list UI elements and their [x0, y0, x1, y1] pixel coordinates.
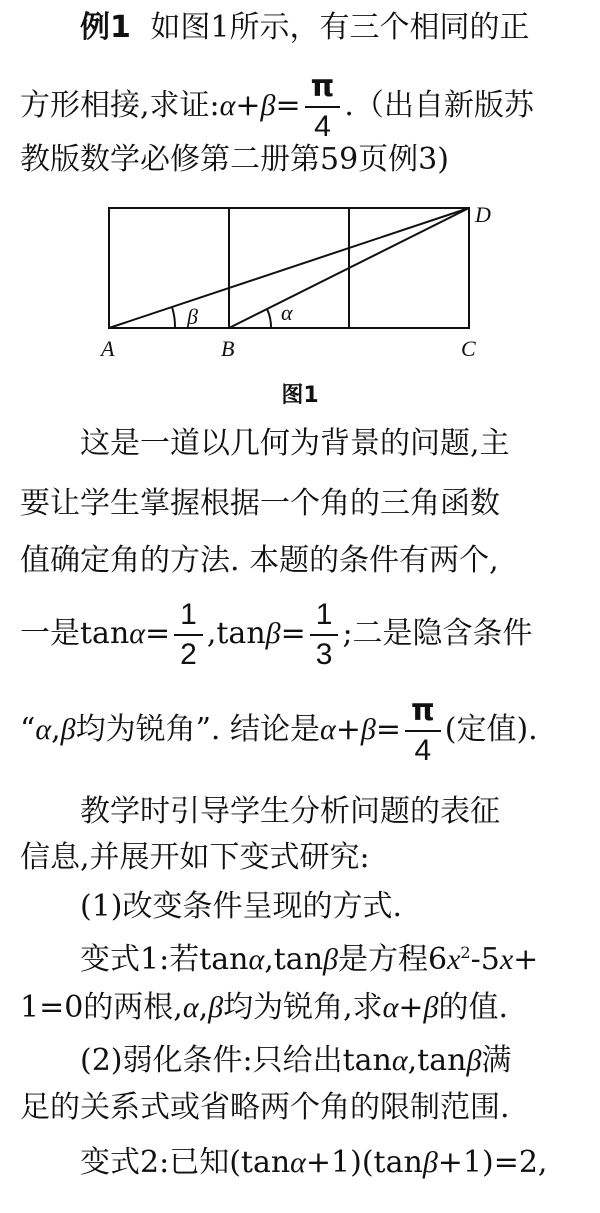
- v2-text-c: +1)=2,: [437, 1145, 548, 1180]
- alpha-symbol: α: [382, 991, 399, 1024]
- exponent-2: 2: [460, 943, 471, 962]
- pi-numerator: π: [305, 70, 341, 108]
- fraction-numerator: 1: [174, 598, 203, 636]
- figure-1: [95, 200, 495, 374]
- squares-diagram: [95, 200, 495, 370]
- alpha-symbol: α: [35, 713, 52, 746]
- beta-angle-label: β: [187, 304, 198, 329]
- alpha-symbol: α: [391, 1044, 408, 1077]
- v1-text-d: +: [513, 942, 539, 977]
- v2-text-a: 变式2:已知(tan: [80, 1145, 291, 1180]
- beta-symbol: β: [323, 943, 338, 976]
- example-text-3: 教版数学必修第二册第59页例3): [20, 142, 449, 177]
- p1-text-1: 这是一道以几何为背景的问题,主: [80, 426, 510, 461]
- v1-text-b: 是方程6: [337, 942, 448, 977]
- variable-x: x: [499, 943, 514, 976]
- example-text-2a: 方形相接,求证:: [20, 88, 220, 123]
- v1-text-c: -5: [470, 942, 500, 977]
- beta-symbol: β: [422, 1146, 438, 1179]
- pi-numerator: π: [405, 694, 441, 732]
- p1-text-3: 值确定角的方法. 本题的条件有两个,: [20, 543, 499, 578]
- beta-symbol: β: [260, 89, 276, 122]
- beta-symbol: β: [466, 1044, 482, 1077]
- beta-symbol: β: [60, 713, 76, 746]
- plus-symbol: +: [235, 88, 261, 123]
- equals-symbol: =: [275, 88, 301, 123]
- alpha-arc: [267, 309, 271, 328]
- p1-line-1: [80, 424, 585, 464]
- comma: ,: [198, 990, 209, 1025]
- p2-text-1: 教学时引导学生分析问题的表征: [80, 794, 500, 829]
- equals-symbol: =: [280, 616, 306, 651]
- p2-text-2: 信息,并展开如下变式研究:: [20, 840, 370, 875]
- tan-text: 一是tan: [20, 616, 130, 651]
- p4-line-1: [80, 1041, 585, 1081]
- v1-text-2c: 的值.: [438, 990, 509, 1025]
- v1-text-a: 变式1:若tan: [80, 942, 249, 977]
- variation-2-line-1: [80, 1143, 585, 1183]
- point-B-label: B: [221, 336, 235, 361]
- point-D-label: D: [475, 202, 491, 227]
- beta-arc: [172, 307, 175, 328]
- beta-symbol: β: [360, 713, 376, 746]
- equals-symbol: =: [145, 616, 171, 651]
- p2-line-2: [20, 838, 585, 878]
- equals-symbol: =: [375, 712, 401, 747]
- p4-text-a: (2)弱化条件:只给出tan: [80, 1043, 392, 1078]
- example-line-1: [80, 8, 585, 48]
- variation-1-line-2: [20, 988, 585, 1028]
- p3-text: (1)改变条件呈现的方式.: [80, 889, 403, 924]
- p1-line-3: [20, 541, 585, 581]
- tan-text: ,tan: [407, 1043, 467, 1078]
- example-text-2b: .（出自新版苏: [344, 88, 534, 123]
- p1-line-5: [20, 694, 585, 768]
- p4-text-2: 足的关系式或省略两个角的限制范围.: [20, 1090, 510, 1125]
- variable-x: x: [447, 943, 461, 976]
- point-C-label: C: [461, 336, 476, 361]
- p1-text-5d: (定值).: [444, 712, 538, 747]
- example-line-2: [20, 70, 585, 144]
- point-A-label: A: [101, 336, 115, 361]
- fraction-denominator: 3: [315, 638, 333, 671]
- one-half-fraction: [174, 598, 203, 672]
- plus-symbol: +: [335, 712, 361, 747]
- tan-text: ,tan: [264, 942, 324, 977]
- alpha-angle-label: α: [281, 300, 293, 325]
- four-denominator: 4: [314, 110, 331, 143]
- alpha-symbol: α: [182, 991, 199, 1024]
- v1-text-2a: 1=0的两根,: [20, 990, 183, 1025]
- open-quote: “: [20, 712, 36, 747]
- p4-text-b: 满: [481, 1043, 512, 1078]
- p2-line-1: [80, 792, 585, 832]
- pi-over-4-fraction: [405, 694, 441, 768]
- fraction-numerator: 1: [310, 598, 339, 636]
- tan-text: ,tan: [206, 616, 266, 651]
- plus-symbol: +: [398, 990, 424, 1025]
- beta-symbol: β: [208, 991, 224, 1024]
- example-text-1: 如图1所示，有三个相同的正: [150, 10, 530, 45]
- example-label: 例1: [80, 10, 131, 45]
- p1-text-2: 要让学生掌握根据一个角的三角函数: [20, 486, 500, 521]
- alpha-symbol: α: [129, 617, 146, 650]
- alpha-symbol: α: [248, 943, 265, 976]
- alpha-symbol: α: [290, 1146, 306, 1179]
- variation-1-line-1: [80, 940, 585, 980]
- p1-line-2: [20, 484, 585, 524]
- p3-line-1: [80, 887, 585, 927]
- v1-text-2b: 均为锐角,求: [223, 990, 383, 1025]
- v2-text-b: +1)(tan: [305, 1145, 423, 1180]
- figure-caption: 图1: [281, 383, 319, 408]
- p1-text-4b: ;二是隐含条件: [342, 616, 533, 651]
- p1-line-4: [20, 598, 585, 672]
- pi-over-4-fraction: [305, 70, 341, 144]
- alpha-symbol: α: [320, 713, 336, 746]
- four-denominator: 4: [414, 734, 432, 767]
- p4-line-2: [20, 1088, 585, 1128]
- alpha-symbol: α: [219, 89, 236, 122]
- one-third-fraction: [310, 598, 339, 672]
- beta-symbol: β: [423, 991, 439, 1024]
- beta-symbol: β: [265, 617, 281, 650]
- comma: ,: [51, 712, 61, 747]
- fraction-denominator: 2: [180, 638, 197, 671]
- p1-text-5c: 均为锐角”. 结论是: [75, 712, 321, 747]
- example-line-3: [20, 140, 585, 180]
